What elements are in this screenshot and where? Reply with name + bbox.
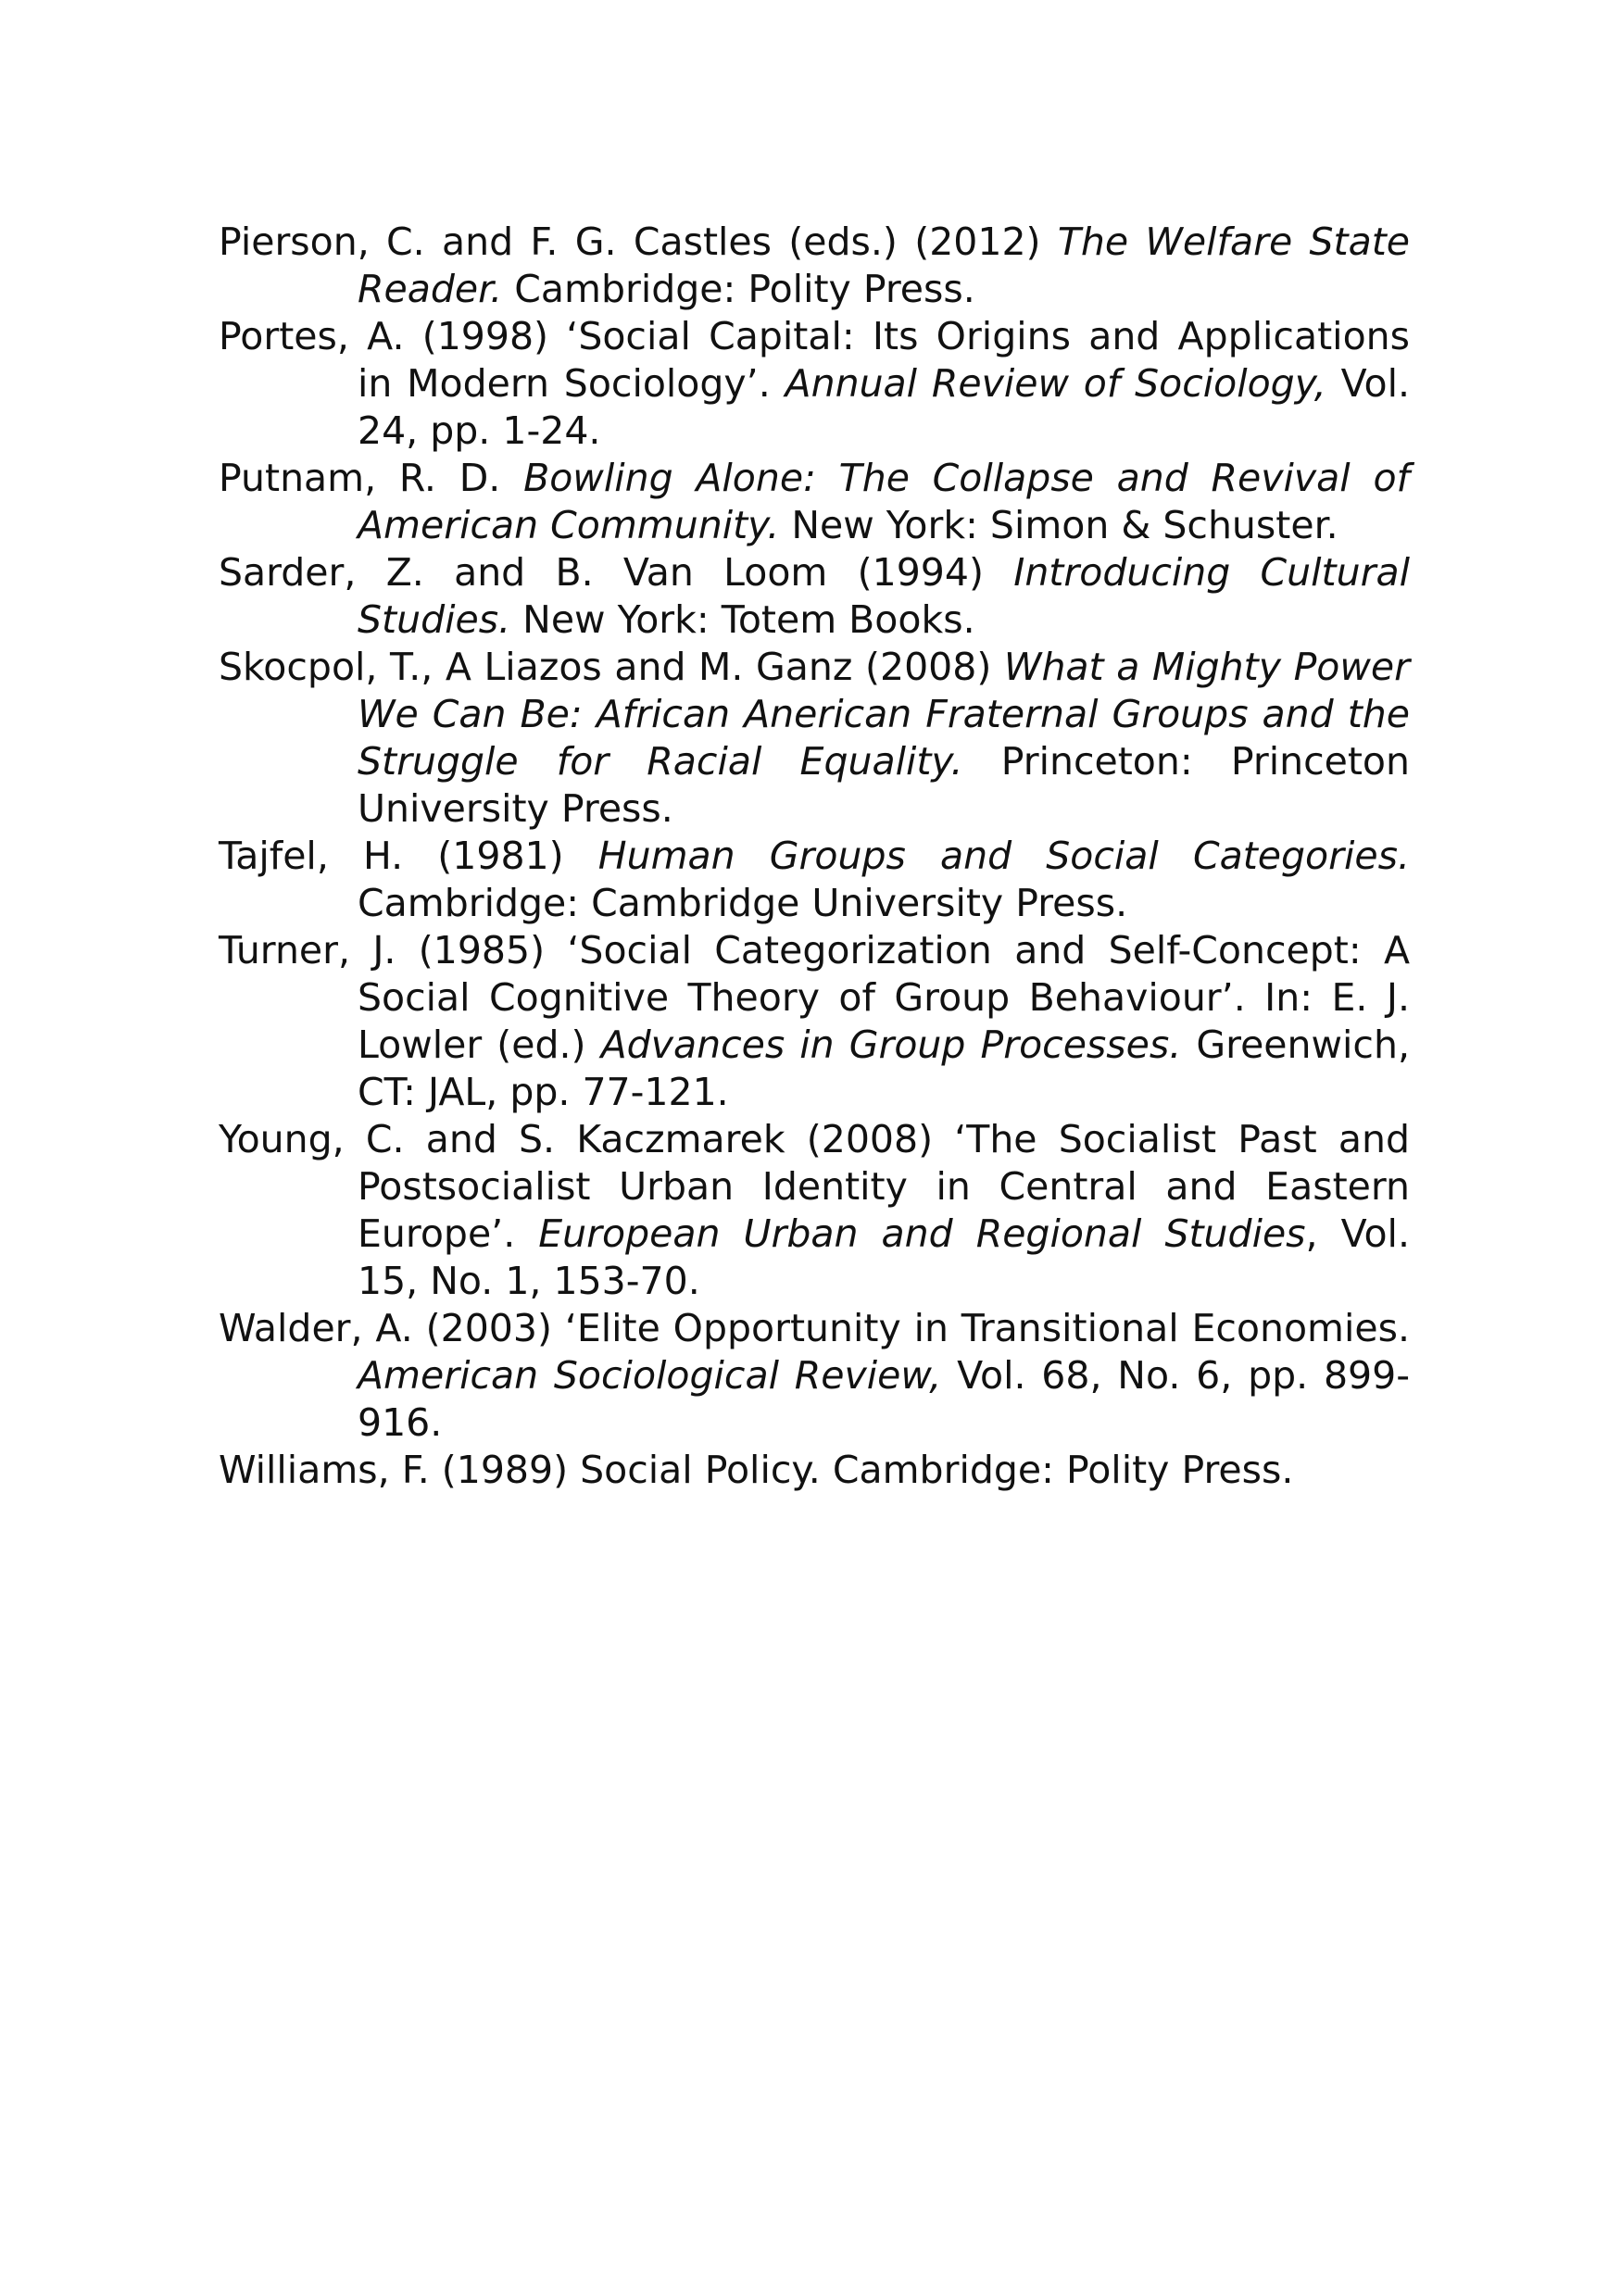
reference-text: Cambridge: Cambridge University Press.	[358, 881, 1128, 925]
reference-list	[219, 219, 1410, 1494]
reference-text: Putnam, R. D.	[219, 456, 524, 500]
reference-title: European Urban and Regional Studies	[538, 1211, 1306, 1256]
reference-text: Tajfel, H. (1981)	[219, 834, 598, 878]
reference-text: New York: Simon & Schuster.	[779, 503, 1338, 547]
reference-text: Vol. 68, No. 6, pp. 899-916.	[358, 1353, 1411, 1445]
reference-text: Portes, A. (1998) ‘Social Capital: Its Origins and Applications in Modern Sociology’.	[219, 314, 1410, 406]
reference-entry-tajfel	[219, 833, 1410, 927]
reference-title: Bowling Alone: The Collapse and Revival of American Community.	[358, 456, 1410, 547]
reference-entry-skocpol	[219, 644, 1410, 833]
reference-title: Advances in Group Processes.	[600, 1023, 1182, 1067]
reference-text: Sarder, Z. and B. Van Loom (1994)	[219, 550, 1014, 595]
reference-text: Walder, A. (2003) ‘Elite Opportunity in Transitional Economies.	[219, 1306, 1410, 1350]
reference-text: Greenwich, CT: JAL, pp. 77-121.	[358, 1023, 1410, 1114]
reference-text: Young, C. and S. Kaczmarek (2008) ‘The Socialist Past and Postsocialist Urban Identity in Central and Eastern Europe’.	[219, 1117, 1410, 1256]
reference-entry-young	[219, 1116, 1410, 1305]
reference-entry-williams	[219, 1447, 1410, 1494]
reference-text: , Vol. 15, No. 1, 153-70.	[358, 1211, 1410, 1303]
reference-title: Annual Review of Sociology,	[785, 361, 1326, 406]
reference-title: The Welfare State Reader.	[358, 220, 1410, 311]
reference-title: What a Mighty Power We Can Be: African Anerican Fraternal Groups and the Struggle for Racial Equality.	[358, 645, 1410, 784]
reference-entry-walder	[219, 1305, 1410, 1447]
reference-entry-turner	[219, 927, 1410, 1116]
reference-entry-sarder	[219, 549, 1410, 644]
reference-text: Skocpol, T., A Liazos and M. Ganz (2008)	[219, 645, 1004, 689]
reference-text: Princeton: Princeton University Press.	[358, 739, 1411, 831]
reference-entry-putnam	[219, 455, 1410, 549]
reference-entry-portes	[219, 313, 1410, 455]
reference-text: Turner, J. (1985) ‘Social Categorization and Self-Concept: A Social Cognitive Theory of Group Behaviour’. In: E. J. Lowler (ed.)	[219, 928, 1410, 1067]
reference-text: Williams, F. (1989) Social Policy. Cambridge: Polity Press.	[219, 1448, 1294, 1492]
reference-title: Introducing Cultural Studies.	[358, 550, 1410, 642]
reference-text: Vol. 24, pp. 1-24.	[358, 361, 1410, 453]
reference-title: Human Groups and Social Categories.	[597, 834, 1410, 878]
reference-entry-pierson	[219, 219, 1410, 313]
reference-title: American Sociological Review,	[358, 1353, 942, 1398]
reference-text: Cambridge: Polity Press.	[502, 267, 975, 311]
reference-text: New York: Totem Books.	[510, 597, 975, 642]
reference-text: Pierson, C. and F. G. Castles (eds.) (2012)	[219, 220, 1058, 264]
